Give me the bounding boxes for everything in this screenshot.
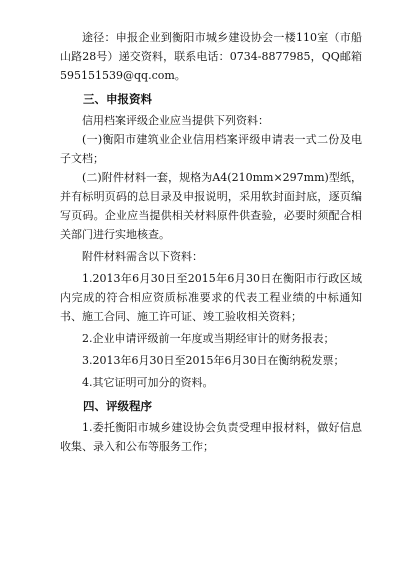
procedure-item-1: 1.委托衡阳市城乡建设协会负责受理申报材料，做好信息收集、录入和公布等服务工作； [60,421,362,453]
attachment-item-4: 4.其它证明可加分的资料。 [82,376,214,389]
attachment-item-2: 2.企业申请评级前一年度或当期经审计的财务报表； [82,332,335,345]
materials-item-1: (一)衡阳市建筑业企业信用档案评级申请表一式二份及电子文档； [60,133,362,165]
materials-item-2: (二)附件材料一套，规格为A4(210mm×297mm)型纸，并有标明页码的总目录及申报说明，采用软封面封底，逐页编写页码。企业应当提供相关材料原件供查验，必要时须配合相关部门进行实地核查。 [60,171,362,241]
attachment-item-1: 1.2013年6月30日至2015年6月30日在衡阳市行政区域内完成的符合相应资质标准要求的代表工程业绩的中标通知书、施工合同、施工许可证、竣工验收相关资料； [60,272,362,323]
attachment-item-3: 3.2013年6月30日至2015年6月30日在衡纳税发票； [82,354,345,367]
materials-intro: 信用档案评级企业应当提供下列资料： [82,114,269,127]
submission-route-paragraph: 途径：申报企业到衡阳市城乡建设协会一楼110室（市船山路28号）递交资料，联系电话：0734-8877985，QQ邮箱595151539@qq.com。 [60,31,362,82]
attachment-intro: 附件材料需含以下资料： [82,250,203,263]
section-heading-rating-procedure: 四、评级程序 [83,399,152,413]
section-heading-application-materials: 三、申报资料 [83,92,152,106]
